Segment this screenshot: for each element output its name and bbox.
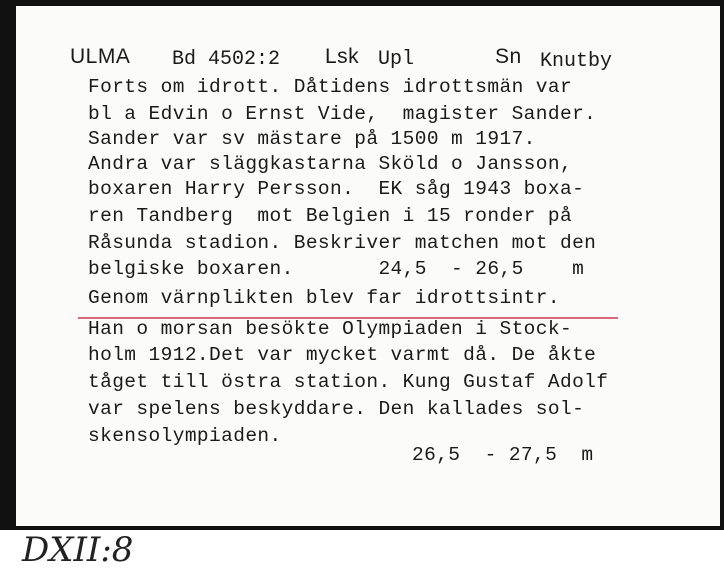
body-line: belgiske boxaren. 24,5 - 26,5 m [88,258,585,280]
body-line: bl a Edvin o Ernst Vide, magister Sander. [88,103,597,125]
body-line: Forts om idrott. Dåtidens idrottsmän var [88,76,573,98]
body-line: Han o morsan besökte Olympiaden i Stock- [88,318,573,340]
body-line: var spelens beskyddare. Den kallades sol- [88,398,585,420]
header-sn-label: Sn [495,45,522,68]
archive-code: DXII:8 [22,530,134,570]
body-line: Råsunda stadion. Beskriver matchen mot den [88,232,597,254]
page-reference: 26,5 - 27,5 m [412,444,594,466]
header-bd: Bd 4502:2 [172,48,281,71]
body-line: boxaren Harry Persson. EK såg 1943 boxa- [88,178,585,200]
header-name: ULMA [70,45,131,68]
body-line: Andra var släggkastarna Sköld o Jansson, [88,153,573,175]
body-line: Genom värnplikten blev far idrottsintr. [88,287,560,309]
body-line: skensolympiaden. [88,425,282,447]
body-line: Sander var sv mästare på 1500 m 1917. [88,128,536,150]
body-line: ren Tandberg mot Belgien i 15 ronder på [88,205,573,227]
body-line: holm 1912.Det var mycket varmt då. De åkte [88,344,597,366]
body-line: tåget till östra station. Kung Gustaf Adolf [88,371,609,393]
header-sn-value: Knutby [540,50,613,73]
header-lsk-label: Lsk [325,45,360,68]
header-lsk-value: Upl [378,48,415,71]
